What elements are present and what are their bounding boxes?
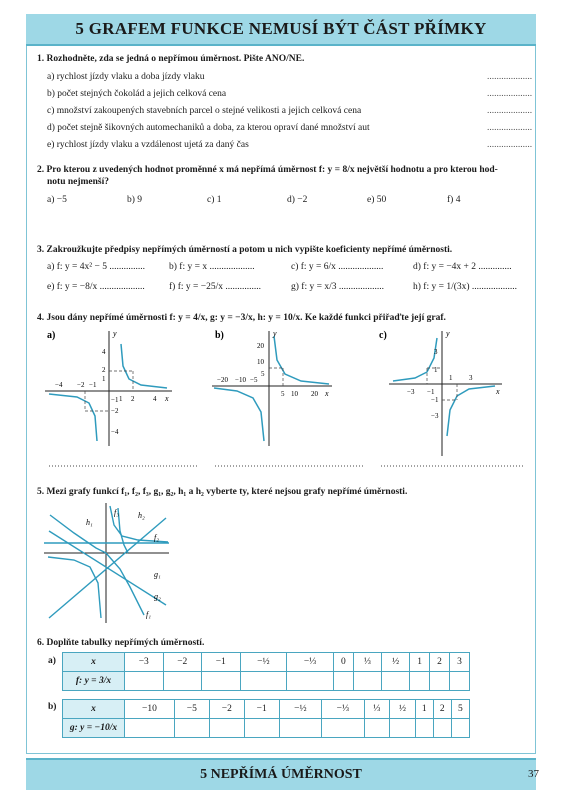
q3-item[interactable]: b) f: y = x ................... — [169, 262, 255, 272]
curve-label: h₁ — [86, 518, 93, 527]
table-input-cell[interactable] — [353, 672, 381, 691]
table-cell: −1 — [202, 653, 241, 672]
q3-item[interactable]: g) f: y = x/3 ................... — [291, 282, 384, 292]
table-input-cell[interactable] — [450, 672, 470, 691]
q2-title-line1: 2. Pro kterou z uvedených hodnot proměnné x má nepřímá úměrnost f: y = 8/x největší hodnotu a pro kterou hod- — [37, 165, 498, 175]
table-input-cell[interactable] — [287, 672, 334, 691]
table-cell: ⅓ — [364, 700, 390, 719]
answer-blank[interactable]: ................... — [487, 72, 533, 82]
table-input-cell[interactable] — [433, 719, 451, 738]
table-cell: −2 — [163, 653, 202, 672]
table-input-cell[interactable] — [451, 719, 469, 738]
q3-item[interactable]: a) f: y = 4x² − 5 ............... — [47, 262, 145, 272]
table-header-cell: f: y = 3/x — [63, 672, 125, 691]
tick-label: −4 — [111, 428, 119, 436]
table-cell: ½ — [390, 700, 416, 719]
q2-option[interactable]: c) 1 — [207, 195, 222, 205]
curve-label: h₂ — [138, 511, 145, 520]
curve-h1 — [50, 515, 106, 553]
header-title: 5 GRAFEM FUNKCE NEMUSÍ BÝT ČÁST PŘÍMKY — [75, 19, 487, 38]
q3-item[interactable]: e) f: y = −8/x ................... — [47, 282, 145, 292]
q3-item[interactable]: f) f: y = −25/x ............... — [169, 282, 261, 292]
table-cell: −1 — [244, 700, 279, 719]
table-cell: −3 — [125, 653, 164, 672]
graph-b-label: b) — [215, 330, 224, 341]
question-1 — [37, 53, 533, 154]
table-b — [62, 699, 470, 738]
table-cell: −⅓ — [322, 700, 364, 719]
table-row — [63, 700, 470, 719]
table-row — [63, 719, 470, 738]
table-input-cell[interactable] — [415, 719, 433, 738]
q1-title: 1. Rozhodněte, zda se jedná o nepřímou úměrnost. Pište ANO/NE. — [37, 54, 305, 64]
axis-label: y — [273, 329, 277, 338]
table-b-label: b) — [48, 702, 57, 712]
axis-label: y — [446, 329, 450, 338]
graph-b-curve — [274, 336, 329, 384]
question-2 — [37, 164, 527, 205]
graph-c-label: c) — [379, 330, 387, 341]
table-cell: 1 — [410, 653, 430, 672]
table-input-cell[interactable] — [364, 719, 390, 738]
tick-label: −2 — [111, 407, 119, 415]
answer-blank[interactable]: ................... — [487, 123, 533, 133]
table-input-cell[interactable] — [174, 719, 209, 738]
tick-label: −5 — [250, 376, 258, 384]
curve-f3 — [118, 508, 128, 553]
page-header — [26, 14, 536, 46]
table-header-cell: x — [63, 653, 125, 672]
graph-c-curve — [447, 386, 495, 436]
tick-label: −20 — [217, 376, 228, 384]
table-row — [63, 653, 470, 672]
table-cell: 2 — [430, 653, 450, 672]
tick-label: 2 — [131, 395, 135, 403]
tick-label: −1 — [89, 381, 97, 389]
table-cell: 0 — [333, 653, 353, 672]
tick-label: 5 — [281, 390, 285, 398]
tick-label: −1 — [427, 388, 435, 396]
tick-label: −10 — [235, 376, 246, 384]
tick-label: 4 — [102, 348, 106, 356]
table-cell: ½ — [382, 653, 410, 672]
axis-label: x — [496, 387, 500, 396]
answer-blank[interactable]: ................... — [487, 89, 533, 99]
curve-f1 — [106, 553, 144, 615]
tick-label: 5 — [261, 370, 265, 378]
table-cell: 5 — [451, 700, 469, 719]
q1-item: d) počet stejně šikovných automechaniků a doba, za kterou opraví dané množství aut ................... — [47, 120, 527, 137]
table-a-label: a) — [48, 656, 56, 666]
q4-title: 4. Jsou dány nepřímé úměrnosti f: y = 4/x, g: y = −3/x, h: y = 10/x. Ke každé funkci přiřaďte její graf. — [37, 313, 446, 323]
curve-h2 — [48, 557, 101, 618]
table-input-cell[interactable] — [244, 719, 279, 738]
tick-label: 1 — [102, 375, 106, 383]
tick-label: 1 — [449, 374, 453, 382]
q4-graphs — [37, 326, 527, 476]
table-cell: 3 — [450, 653, 470, 672]
table-row — [63, 672, 470, 691]
q3-item[interactable]: d) f: y = −4x + 2 .............. — [413, 262, 512, 272]
graph-c — [389, 329, 502, 456]
page-footer — [26, 758, 536, 790]
tick-label: 1 — [434, 366, 438, 374]
table-input-cell[interactable] — [430, 672, 450, 691]
q3-item[interactable]: c) f: y = 6/x ................... — [291, 262, 384, 272]
table-input-cell[interactable] — [240, 672, 287, 691]
graph-a-curve — [49, 394, 97, 441]
table-input-cell[interactable] — [322, 719, 364, 738]
q2-option[interactable]: f) 4 — [447, 195, 461, 205]
table-cell: −⅓ — [287, 653, 334, 672]
table-input-cell[interactable] — [279, 719, 321, 738]
tick-label: −2 — [77, 381, 85, 389]
table-input-cell[interactable] — [410, 672, 430, 691]
page-number: 37 — [528, 768, 539, 780]
table-input-cell[interactable] — [125, 719, 175, 738]
table-cell: ⅓ — [353, 653, 381, 672]
tick-label: 1 — [119, 395, 123, 403]
tick-label: 2 — [102, 366, 106, 374]
q3-items — [37, 262, 527, 292]
tick-label: 4 — [153, 395, 157, 403]
axis-label: x — [165, 394, 169, 403]
q6-title: 6. Doplňte tabulky nepřímých úměrností. — [37, 638, 205, 648]
tick-label: 3 — [434, 348, 438, 356]
footer-title: 5 NEPŘÍMÁ ÚMĚRNOST — [200, 767, 362, 782]
q1-item: a) rychlost jízdy vlaku a doba jízdy vlaku ................... — [47, 69, 527, 86]
q2-title-line2: notu nejmenší? — [47, 177, 110, 187]
tick-label: 20 — [311, 390, 318, 398]
answer-blank[interactable]: ................... — [487, 140, 533, 150]
curve-label: f₃ — [114, 508, 120, 517]
q2-option[interactable]: a) −5 — [47, 195, 67, 205]
answer-blank[interactable]: ................... — [487, 106, 533, 116]
question-5 — [37, 486, 527, 498]
curve-label: f₁ — [146, 610, 152, 619]
table-input-cell[interactable] — [333, 672, 353, 691]
q2-options — [37, 195, 527, 205]
tick-label: −3 — [407, 388, 415, 396]
curve-label: g₁ — [154, 570, 161, 579]
table-a — [62, 652, 470, 691]
curve-label: g₂ — [154, 592, 161, 601]
tick-label: −1 — [111, 396, 119, 404]
table-header-cell: x — [63, 700, 125, 719]
table-cell: −2 — [209, 700, 244, 719]
graph-a — [45, 329, 172, 446]
tick-label: −4 — [55, 381, 63, 389]
question-4 — [37, 312, 527, 324]
tick-label: −3 — [431, 412, 439, 420]
table-input-cell[interactable] — [382, 672, 410, 691]
question-3 — [37, 244, 527, 292]
question-6 — [37, 637, 527, 649]
table-input-cell[interactable] — [209, 719, 244, 738]
axis-label: x — [325, 389, 329, 398]
curve-g2 — [49, 531, 166, 605]
table-cell: −5 — [174, 700, 209, 719]
q3-title: 3. Zakroužkujte předpisy nepřímých úměrností a potom u nich vypište koeficienty nepřímé úměrnosti. — [37, 245, 453, 255]
q1-item: e) rychlost jízdy vlaku a vzdálenost ujetá za daný čas ................... — [47, 137, 527, 154]
q2-option[interactable]: e) 50 — [367, 195, 387, 205]
table-cell: −½ — [279, 700, 321, 719]
q1-item: b) počet stejných čokolád a jejich celková cena ................... — [47, 86, 527, 103]
graph-b-curve — [214, 388, 264, 441]
graph-c-curve — [393, 338, 437, 381]
table-input-cell[interactable] — [202, 672, 241, 691]
graph-a-label: a) — [47, 330, 56, 341]
graph-b — [212, 329, 332, 446]
tick-label: 10 — [257, 358, 264, 366]
tick-label: 20 — [257, 342, 264, 350]
table-input-cell[interactable] — [390, 719, 416, 738]
q3-item[interactable]: h) f: y = 1/(3x) ................... — [413, 282, 518, 292]
table-input-cell[interactable] — [125, 672, 164, 691]
curve-label: f₂ — [154, 533, 160, 542]
tick-label: −1 — [431, 396, 439, 404]
q5-graph — [44, 503, 174, 625]
graph-a-curve — [121, 344, 167, 388]
table-cell: −½ — [240, 653, 287, 672]
table-header-cell: g: y = −10/x — [63, 719, 125, 738]
tick-label: 10 — [291, 390, 298, 398]
q2-option[interactable]: b) 9 — [127, 195, 143, 205]
table-cell: 2 — [433, 700, 451, 719]
table-input-cell[interactable] — [163, 672, 202, 691]
table-cell: 1 — [415, 700, 433, 719]
q2-option[interactable]: d) −2 — [287, 195, 308, 205]
q5-title: 5. Mezi grafy funkcí f₁, f₂, f₃, g₁, g₂, h₁ a h₂ vyberte ty, které nejsou grafy nepřímé úměrnosti. — [37, 487, 408, 497]
table-cell: −10 — [125, 700, 175, 719]
q1-item: c) množství zakoupených stavebních parcel o stejné velikosti a jejich celková cena ................... — [47, 103, 527, 120]
axis-label: y — [113, 329, 117, 338]
tick-label: 3 — [469, 374, 473, 382]
